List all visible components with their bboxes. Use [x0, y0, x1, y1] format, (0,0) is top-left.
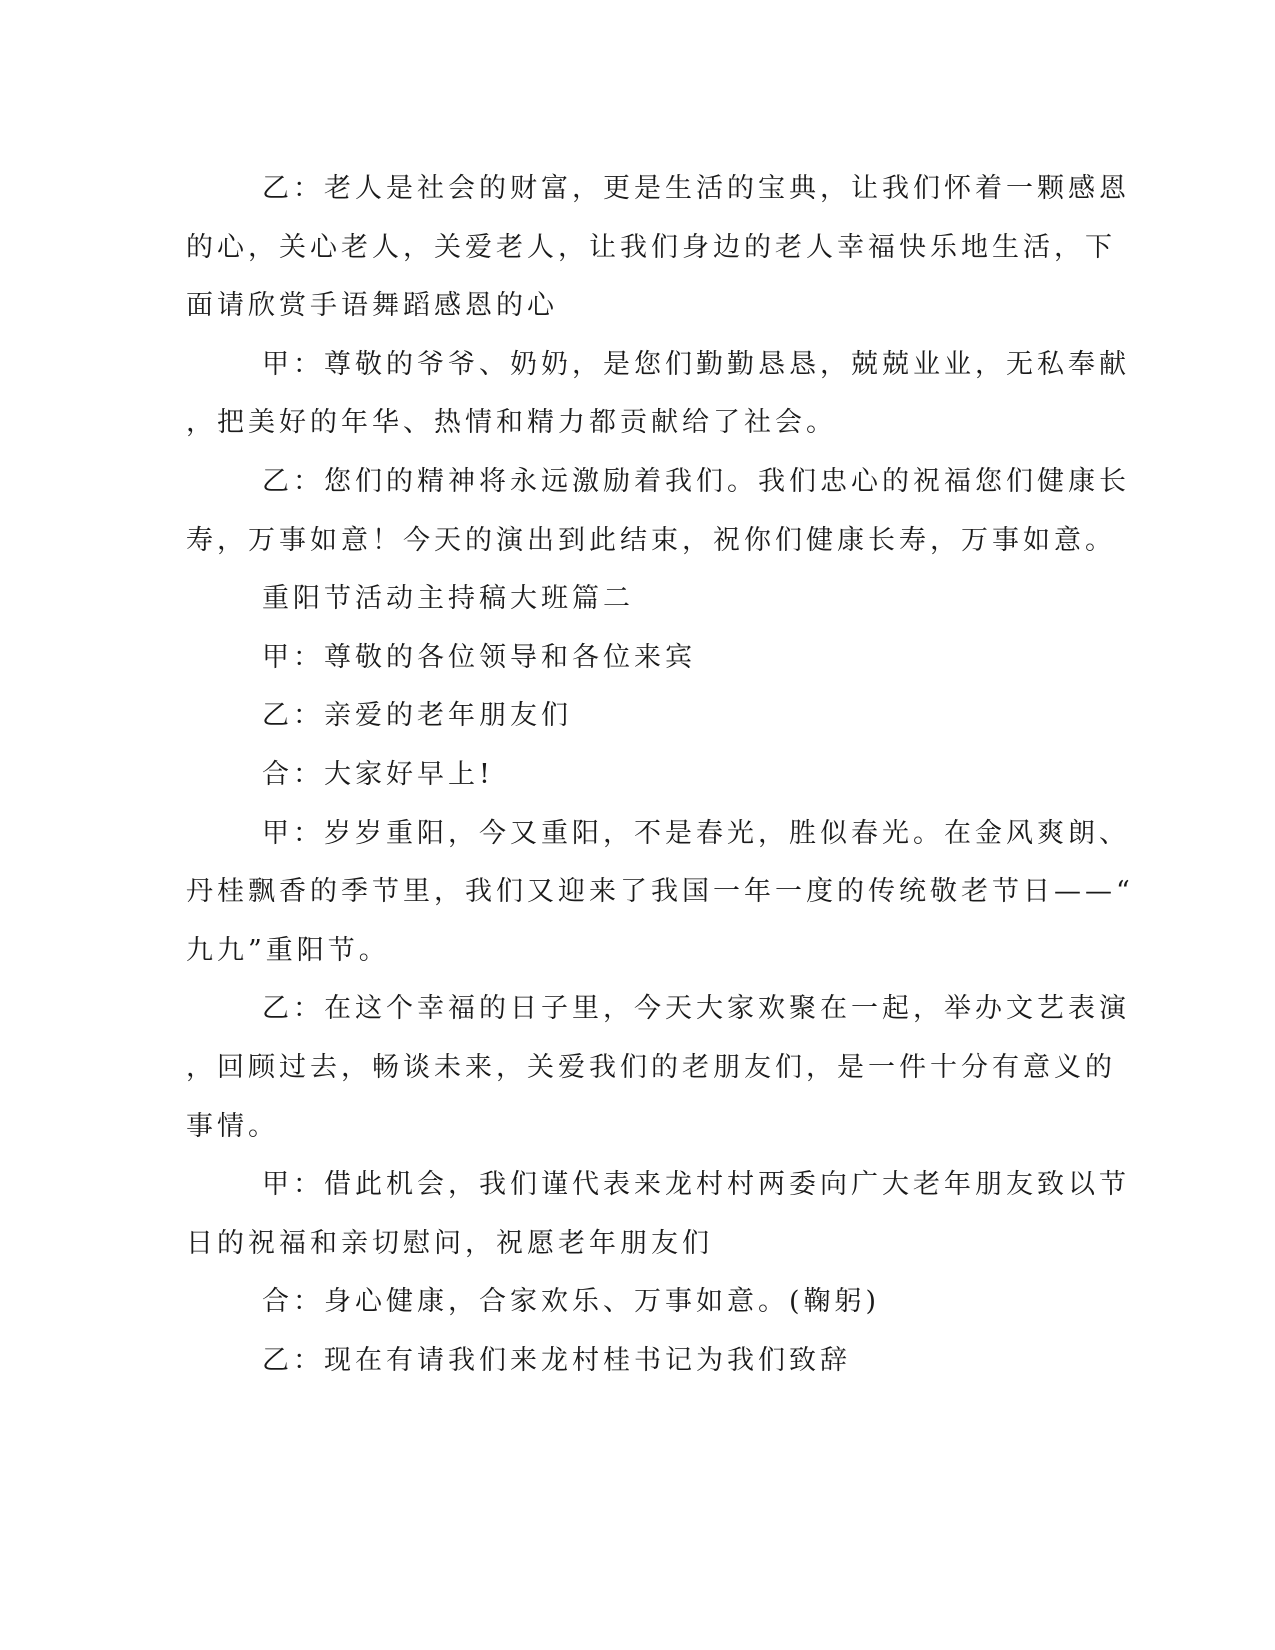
- section-heading: 重阳节活动主持稿大班篇二: [262, 583, 634, 615]
- paragraph-line: 丹桂飘香的季节里，我们又迎来了我国一年一度的传统敬老节日——“: [186, 876, 1134, 908]
- paragraph-line: 甲：借此机会，我们谨代表来龙村村两委向广大老年朋友致以节: [262, 1169, 1130, 1201]
- paragraph-line: 甲：尊敬的爷爷、奶奶，是您们勤勤恳恳，兢兢业业，无私奉献: [262, 348, 1130, 380]
- paragraph-line: 乙：现在有请我们来龙村桂书记为我们致辞: [262, 1344, 851, 1376]
- paragraph-line: 合：身心健康，合家欢乐、万事如意。(鞠躬): [262, 1286, 881, 1318]
- paragraph-line: 日的祝福和亲切慰问，祝愿老年朋友们: [186, 1227, 713, 1259]
- paragraph-line: 合：大家好早上!: [262, 758, 494, 790]
- paragraph-line: 面请欣赏手语舞蹈感恩的心: [186, 290, 558, 322]
- paragraph-line: 九九”重阳节。: [186, 934, 390, 966]
- document-body: [186, 160, 1134, 1390]
- paragraph-line: ，把美好的年华、热情和精力都贡献给了社会。: [186, 407, 837, 439]
- paragraph-line: 的心，关心老人，关爱老人，让我们身边的老人幸福快乐地生活，下: [186, 231, 1116, 263]
- paragraph-line: 甲：尊敬的各位领导和各位来宾: [262, 641, 696, 673]
- paragraph-line: 乙：在这个幸福的日子里，今天大家欢聚在一起，举办文艺表演: [262, 993, 1130, 1025]
- paragraph-line: 乙：老人是社会的财富，更是生活的宝典，让我们怀着一颗感恩: [262, 173, 1130, 204]
- paragraph-line: ，回顾过去，畅谈未来，关爱我们的老朋友们，是一件十分有意义的: [186, 1051, 1116, 1083]
- paragraph-line: 乙：您们的精神将永远激励着我们。我们忠心的祝福您们健康长: [262, 465, 1130, 497]
- paragraph-line: 事情。: [186, 1110, 279, 1142]
- paragraph-line: 寿，万事如意！今天的演出到此结束，祝你们健康长寿，万事如意。: [186, 524, 1116, 556]
- paragraph-line: 甲：岁岁重阳，今又重阳，不是春光，胜似春光。在金风爽朗、: [262, 817, 1130, 849]
- paragraph-line: 乙：亲爱的老年朋友们: [262, 700, 572, 732]
